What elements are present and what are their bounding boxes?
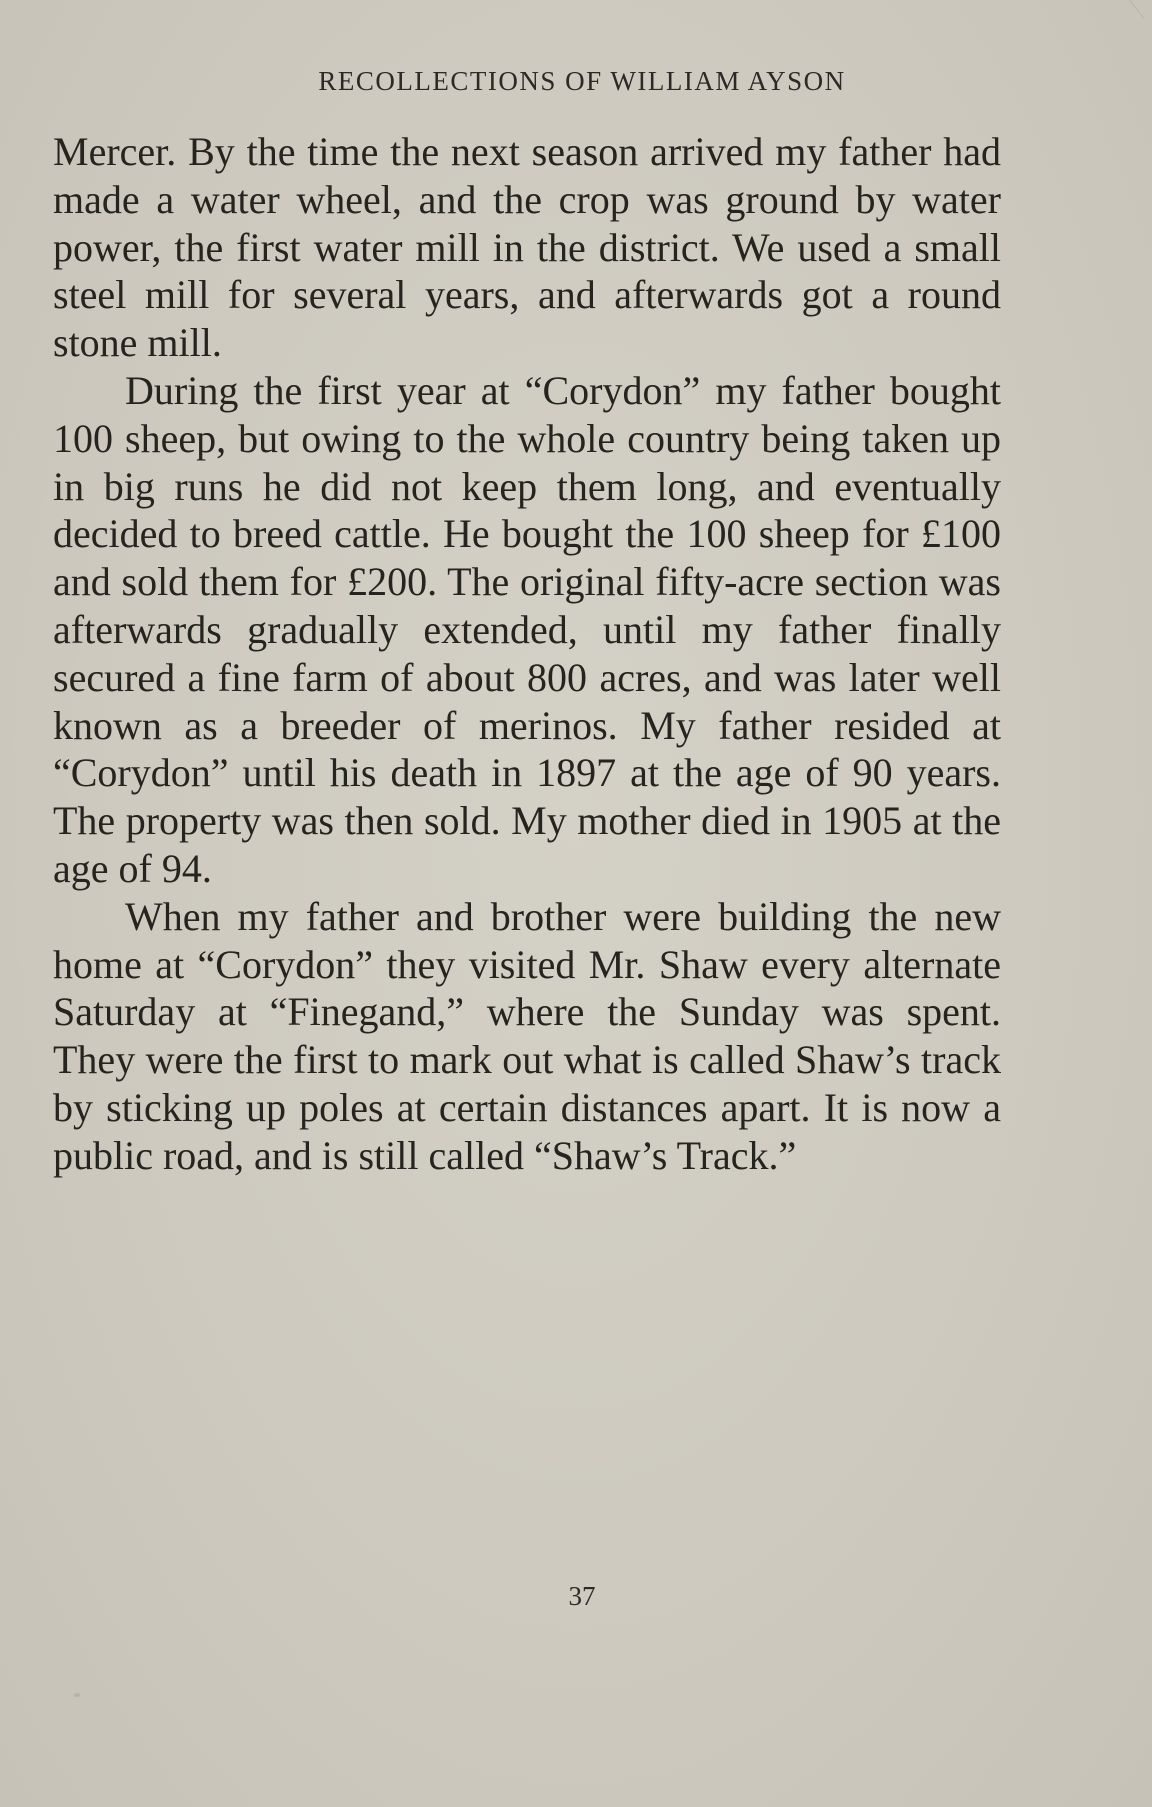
- body-text: [53, 128, 1001, 1180]
- paper-speck: [74, 1693, 80, 1697]
- page-number: 37: [568, 1581, 596, 1611]
- running-head: RECOLLECTIONS OF WILLIAM AYSON: [318, 66, 846, 96]
- paragraph-1: Mercer. By the time the next season arrived my father had made a water wheel, and the crop was ground by water power, the first water mill in the district. We used a small steel mill for several years, and afterwards got a round stone mill.: [53, 129, 1001, 366]
- paragraph-3: When my father and brother were building the new home at “Corydon” they visited Mr. Shaw every alternate Saturday at “Finegand,” where the Sunday was spent. They were the first to mark out what is called Shaw’s track by sticking up poles at certain distances apart. It is now a public road, and is still called “Shaw’s Track.”: [53, 893, 1001, 1178]
- paragraph-2: During the first year at “Corydon” my father bought 100 sheep, but owing to the whole country being taken up in big runs he did not keep them long, and eventually decided to breed cattle. He bought the 100 sheep for £100 and sold them for £200. The original fifty-acre section was afterwards gradually extended, until my father finally secured a fine farm of about 800 acres, and was later well known as a breeder of merinos. My father resided at “Corydon” until his death in 1897 at the age of 90 years. The property was then sold. My mother died in 1905 at the age of 94.: [53, 367, 1001, 891]
